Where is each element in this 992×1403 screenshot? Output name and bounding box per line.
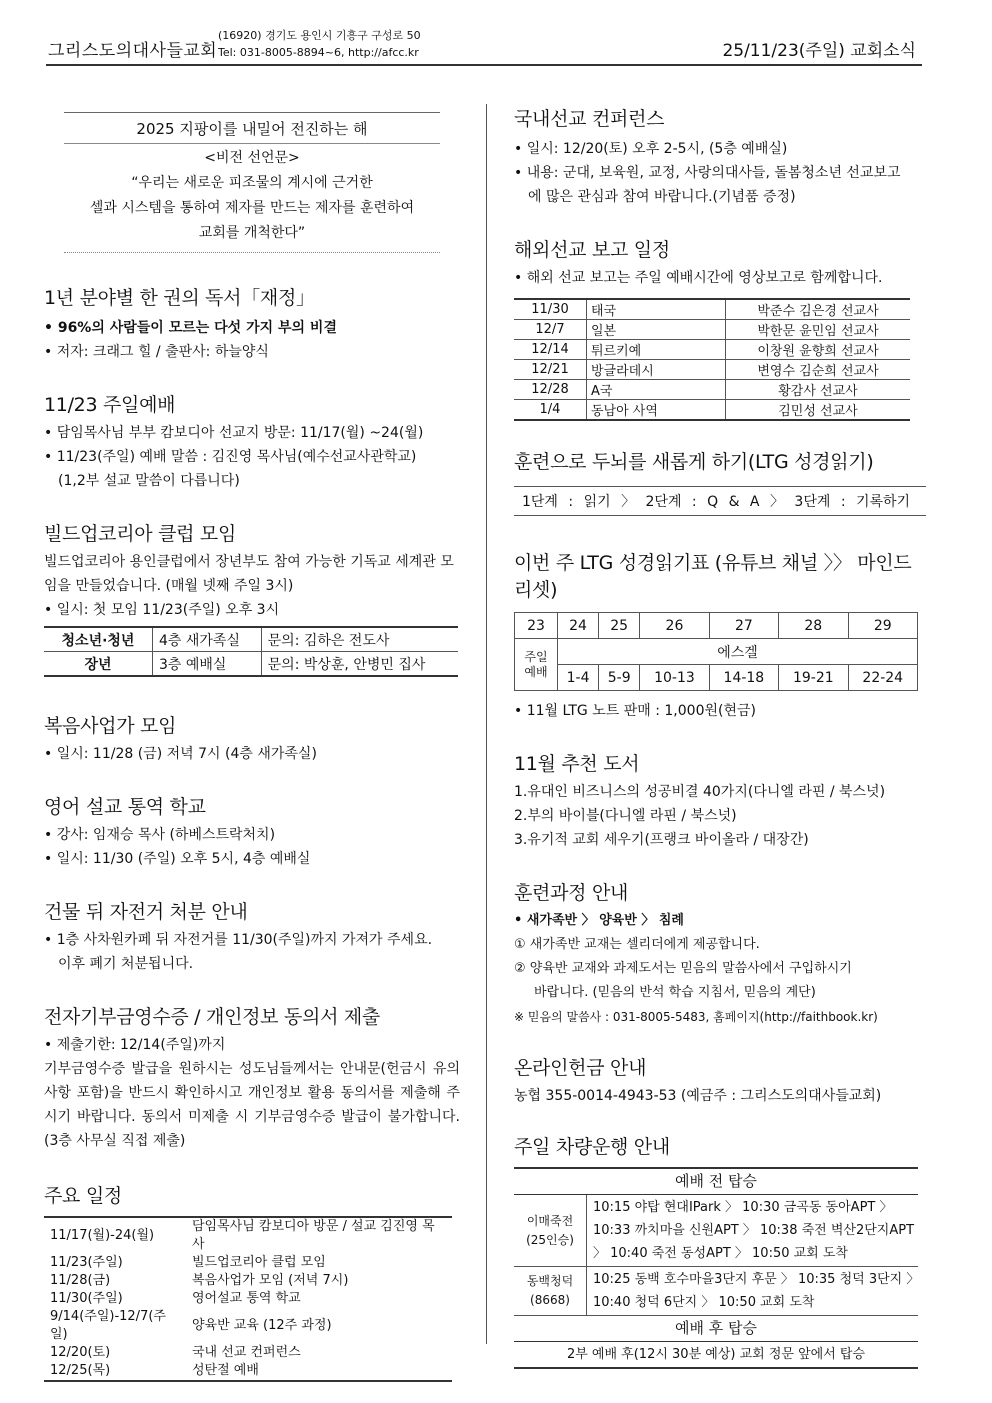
vision-line: 교회를 개척한다” [198, 225, 306, 241]
route-line: 10:25 동백 호수마을3단지 후문 〉 10:35 청덕 3단지 〉 [593, 1272, 920, 1287]
receipt-section [44, 1002, 460, 1153]
overseas-section [514, 235, 928, 421]
worship-title: 11/23 주일예배 [44, 394, 176, 416]
table-row [515, 613, 918, 639]
table-row [514, 400, 910, 421]
vision-title: 2025 지팡이를 내밀어 전진하는 해 [64, 117, 440, 144]
books-title: 11월 추천 도서 [514, 753, 640, 775]
book-cell: 에스겔 [558, 639, 918, 665]
vision-box [64, 112, 440, 253]
table-row [44, 1308, 452, 1344]
table-row [44, 1272, 452, 1290]
chapter-cell: 1-4 [558, 665, 599, 691]
buildup-text: 빌드업코리아 용인클럽에서 장년부도 참여 가능한 기독교 세계관 모임을 만들었습니다. (매월 넷째 주일 3시) [44, 554, 454, 594]
route-line: 10:15 야탑 현대IPark 〉 10:30 금곡동 동아APT 〉 [593, 1200, 893, 1215]
online-section [514, 1053, 928, 1108]
worship-section [44, 390, 460, 493]
gospel-line: • 일시: 11/28 (금) 저녁 7시 (4층 새가족실) [44, 742, 460, 766]
training-section [514, 447, 928, 516]
table-row [44, 1344, 452, 1362]
report-country: 일본 [587, 320, 726, 340]
day-cell: 27 [709, 613, 778, 639]
route-label: 이매죽전 [526, 1213, 574, 1228]
bus-before-header: 예배 전 탑승 [514, 1168, 918, 1195]
ltg-title: 이번 주 LTG 성경읽기표 (유튜브 채널 〉〉 마인드리셋) [514, 552, 912, 601]
buildup-title: 빌드업코리아 클럽 모임 [44, 523, 237, 545]
report-date: 11/30 [514, 299, 587, 320]
english-section [44, 792, 460, 871]
domestic-section [514, 104, 928, 209]
ltg-table [514, 612, 918, 691]
table-row [44, 1254, 452, 1272]
report-date: 12/7 [514, 320, 587, 340]
table-row [44, 627, 458, 652]
table-row [44, 1362, 452, 1381]
schedule-date: 11/28(금) [50, 1273, 111, 1288]
church-name: 그리스도의대사들교회 [48, 41, 218, 61]
gospel-section [44, 711, 460, 766]
schedule-event: 국내 선교 컨퍼런스 [192, 1345, 301, 1360]
schedule-event: 영어설교 통역 학교 [192, 1291, 301, 1306]
table-cell: 장년 [44, 652, 153, 677]
overseas-line: • 해외 선교 보고는 주일 예배시간에 영상보고로 함께합니다. [514, 266, 928, 290]
buildup-table [44, 626, 458, 677]
english-title: 영어 설교 통역 학교 [44, 796, 206, 818]
course-note: 바랍니다. (믿음의 반석 학습 지침서, 믿음의 계단) [534, 985, 816, 1000]
worship-line: • 11/23(주일) 예배 말씀 : 김진영 목사님(예수선교사관학교) [44, 445, 460, 469]
bus-table [514, 1167, 918, 1369]
report-missionary: 김민성 선교사 [726, 400, 911, 421]
report-country: 방글라데시 [587, 360, 726, 380]
bus-after-text: 2부 예배 후(12시 30분 예상) 교회 정문 앞에서 탑승 [566, 1347, 866, 1362]
english-line: • 강사: 임재승 목사 (하베스트락처치) [44, 823, 460, 847]
gospel-title: 복음사업가 모임 [44, 715, 177, 737]
route-name [514, 1267, 587, 1316]
table-row [514, 1195, 918, 1267]
bike-line: • 1층 사차원카페 뒤 자전거를 11/30(주일)까지 가져가 주세요. [44, 928, 460, 952]
bus-section [514, 1132, 928, 1369]
schedule-table [44, 1216, 452, 1382]
worship-line: • 담임목사님 부부 캄보디아 선교지 방문: 11/17(월) ~24(월) [44, 421, 460, 445]
course-section [514, 878, 928, 1029]
right-column [514, 104, 928, 1369]
buildup-date: • 일시: 첫 모임 11/23(주일) 오후 3시 [44, 598, 460, 622]
table-row [514, 320, 910, 340]
table-row [515, 639, 918, 665]
bus-title: 주일 차량운행 안내 [514, 1136, 670, 1158]
overseas-title: 해외선교 보고 일정 [514, 239, 670, 261]
day-cell: 24 [558, 613, 599, 639]
report-missionary: 박준수 김은경 선교사 [726, 299, 911, 320]
course-flow: • 새가족반 〉 양육반 〉 침례 [514, 909, 928, 933]
bike-title: 건물 뒤 자전거 처분 안내 [44, 901, 248, 923]
schedule-section [44, 1181, 460, 1382]
vision-line: “우리는 새로운 피조물의 계시에 근거한 [131, 175, 373, 191]
report-missionary: 박한문 윤민임 선교사 [726, 320, 911, 340]
schedule-date: 11/17(월)-24(월) [50, 1228, 155, 1243]
route-line: 〉 10:40 죽전 동성APT 〉 10:50 교회 도착 [593, 1246, 848, 1261]
schedule-event: 성탄절 예배 [192, 1363, 259, 1378]
domestic-line: • 내용: 군대, 보육원, 교정, 사랑의대사들, 돌봄청소년 선교보고 [514, 161, 928, 185]
ltg-section [514, 548, 928, 723]
route-label: 동백청덕 [526, 1274, 574, 1288]
training-title: 훈련으로 두뇌를 새롭게 하기(LTG 성경읽기) [514, 451, 874, 473]
table-row [514, 1342, 918, 1369]
bike-section [44, 897, 460, 976]
day-cell: 25 [599, 613, 640, 639]
book-line: • 96%의 사람들이 모르는 다섯 가지 부의 비결 [44, 316, 460, 340]
table-row [44, 652, 458, 677]
online-account: 농협 355-0014-4943-53 (예금주 : 그리스도의대사들교회) [514, 1088, 882, 1104]
course-note: ① 새가족반 교재는 셀리더에게 제공합니다. [514, 937, 760, 952]
column-divider [486, 104, 487, 1344]
table-cell: 문의: 박상훈, 안병민 집사 [261, 652, 458, 677]
report-missionary: 변영수 김순희 선교사 [726, 360, 911, 380]
schedule-event: 양육반 교육 (12주 과정) [192, 1318, 332, 1333]
day-cell: 26 [640, 613, 709, 639]
table-row [514, 299, 910, 320]
day-cell: 29 [848, 613, 917, 639]
day-cell: 23 [515, 613, 558, 639]
table-row [514, 380, 910, 400]
report-date: 1/4 [514, 400, 587, 421]
course-note: ※ 믿음의 말씀사 : 031-8005-5483, 홈페이지(http://faithbook.kr) [514, 1010, 878, 1024]
route-stops [587, 1267, 919, 1316]
chapter-cell: 14-18 [709, 665, 778, 691]
chapter-cell: 22-24 [848, 665, 917, 691]
schedule-date: 12/25(목) [50, 1363, 111, 1378]
table-cell: 4층 새가족실 [153, 627, 262, 652]
worship-line: (1,2부 설교 말씀이 다릅니다) [58, 473, 240, 489]
schedule-event: 담임목사님 캄보디아 방문 / 설교 김진영 목사 [192, 1219, 435, 1252]
route-line: 10:40 청덕 6단지 〉 10:50 교회 도착 [593, 1295, 815, 1310]
book-item: 2.부의 바이블(다니엘 라핀 / 북스넛) [514, 808, 737, 824]
table-cell: 3층 예배실 [153, 652, 262, 677]
report-missionary: 이창원 윤향희 선교사 [726, 340, 911, 360]
table-row [514, 1267, 918, 1316]
domestic-line: • 일시: 12/20(토) 오후 2-5시, (5층 예배실) [514, 137, 928, 161]
schedule-date: 9/14(주일)-12/7(주일) [50, 1309, 166, 1342]
chapter-cell: 5-9 [599, 665, 640, 691]
schedule-title: 주요 일정 [44, 1185, 122, 1207]
book-author: • 저자: 크래그 힐 / 출판사: 하늘양식 [44, 340, 460, 364]
table-row [44, 1217, 452, 1254]
buildup-section [44, 519, 460, 677]
report-date: 12/21 [514, 360, 587, 380]
course-title: 훈련과정 안내 [514, 882, 629, 904]
books-section [514, 749, 928, 852]
book-title: 1년 분야별 한 권의 독서「재정」 [44, 287, 315, 309]
report-date: 12/28 [514, 380, 587, 400]
table-row [514, 340, 910, 360]
schedule-event: 빌드업코리아 클럽 모임 [192, 1255, 326, 1270]
book-item: 1.유대인 비즈니스의 성공비결 40가지(다니엘 라핀 / 북스넛) [514, 784, 886, 800]
report-date: 12/14 [514, 340, 587, 360]
report-country: 태국 [587, 299, 726, 320]
sunday-cell: 주일예배 [515, 639, 558, 691]
contact-line: Tel: 031-8005-8894~6, http://afcc.kr [218, 46, 419, 59]
chapter-cell: 10-13 [640, 665, 709, 691]
address-line: (16920) 경기도 용인시 기흥구 구성로 50 [218, 29, 421, 42]
report-country: 동남아 사역 [587, 400, 726, 421]
route-capacity: (25인승) [526, 1232, 574, 1247]
ltg-note: • 11월 LTG 노트 판매 : 1,000원(현금) [514, 699, 928, 723]
table-row [515, 665, 918, 691]
table-row [514, 360, 910, 380]
table-row [44, 1290, 452, 1308]
report-country: A국 [587, 380, 726, 400]
table-row [514, 1316, 918, 1342]
schedule-date: 11/30(주일) [50, 1291, 123, 1306]
book-item: 3.유기적 교회 세우기(프랭크 바이올라 / 대장간) [514, 832, 809, 848]
english-line: • 일시: 11/30 (주일) 오후 5시, 4층 예배실 [44, 847, 460, 871]
vision-subtitle: <비전 선언문> [204, 150, 300, 166]
route-line: 10:33 까치마을 신원APT 〉 10:38 죽전 벽산2단지APT [593, 1223, 915, 1238]
bus-after-header: 예배 후 탑승 [514, 1316, 918, 1342]
domestic-line: 에 많은 관심과 참여 바랍니다.(기념품 증정) [528, 189, 796, 205]
day-cell: 28 [779, 613, 848, 639]
bulletin-date: 25/11/23(주일) 교회소식 [722, 41, 916, 61]
overseas-table [514, 298, 910, 421]
schedule-date: 12/20(토) [50, 1345, 111, 1360]
domestic-title: 국내선교 컨퍼런스 [514, 108, 665, 130]
table-cell: 문의: 김하은 전도사 [261, 627, 458, 652]
report-country: 튀르키예 [587, 340, 726, 360]
book-section [44, 283, 460, 364]
table-row [514, 1168, 918, 1195]
table-cell: 청소년·청년 [44, 627, 153, 652]
schedule-date: 11/23(주일) [50, 1255, 123, 1270]
receipt-text: 기부금영수증 발급을 원하시는 성도님들께서는 안내문(헌금시 유의사항 포함)을 반드시 확인하시고 개인정보 활용 동의서를 제출해 주시기 바랍니다. 동의서 미제출 시 기부금영수증 발급이 불가합니다. (3층 사무실 직접 제출) [44, 1061, 460, 1149]
receipt-title: 전자기부금영수증 / 개인정보 동의서 제출 [44, 1006, 380, 1028]
chapter-cell: 19-21 [779, 665, 848, 691]
route-name [514, 1195, 587, 1267]
course-note: ② 양육반 교재와 과제도서는 믿음의 말씀사에서 구입하시기 [514, 961, 852, 976]
report-missionary: 황감사 선교사 [726, 380, 911, 400]
church-address [218, 27, 421, 61]
online-title: 온라인헌금 안내 [514, 1057, 647, 1079]
route-stops [587, 1195, 919, 1267]
bike-line: 이후 폐기 처분됩니다. [58, 956, 194, 972]
header-divider [46, 64, 922, 66]
training-steps: 1단계 : 읽기 〉 2단계 : Q & A 〉 3단계 : 기록하기 [514, 486, 926, 516]
route-capacity: (8668) [530, 1293, 570, 1307]
schedule-event: 복음사업가 모임 (저녁 7시) [192, 1273, 349, 1288]
left-column [44, 104, 460, 1382]
vision-line: 셀과 시스템을 통하여 제자를 만드는 제자를 훈련하여 [89, 200, 415, 216]
receipt-deadline: • 제출기한: 12/14(주일)까지 [44, 1033, 460, 1057]
